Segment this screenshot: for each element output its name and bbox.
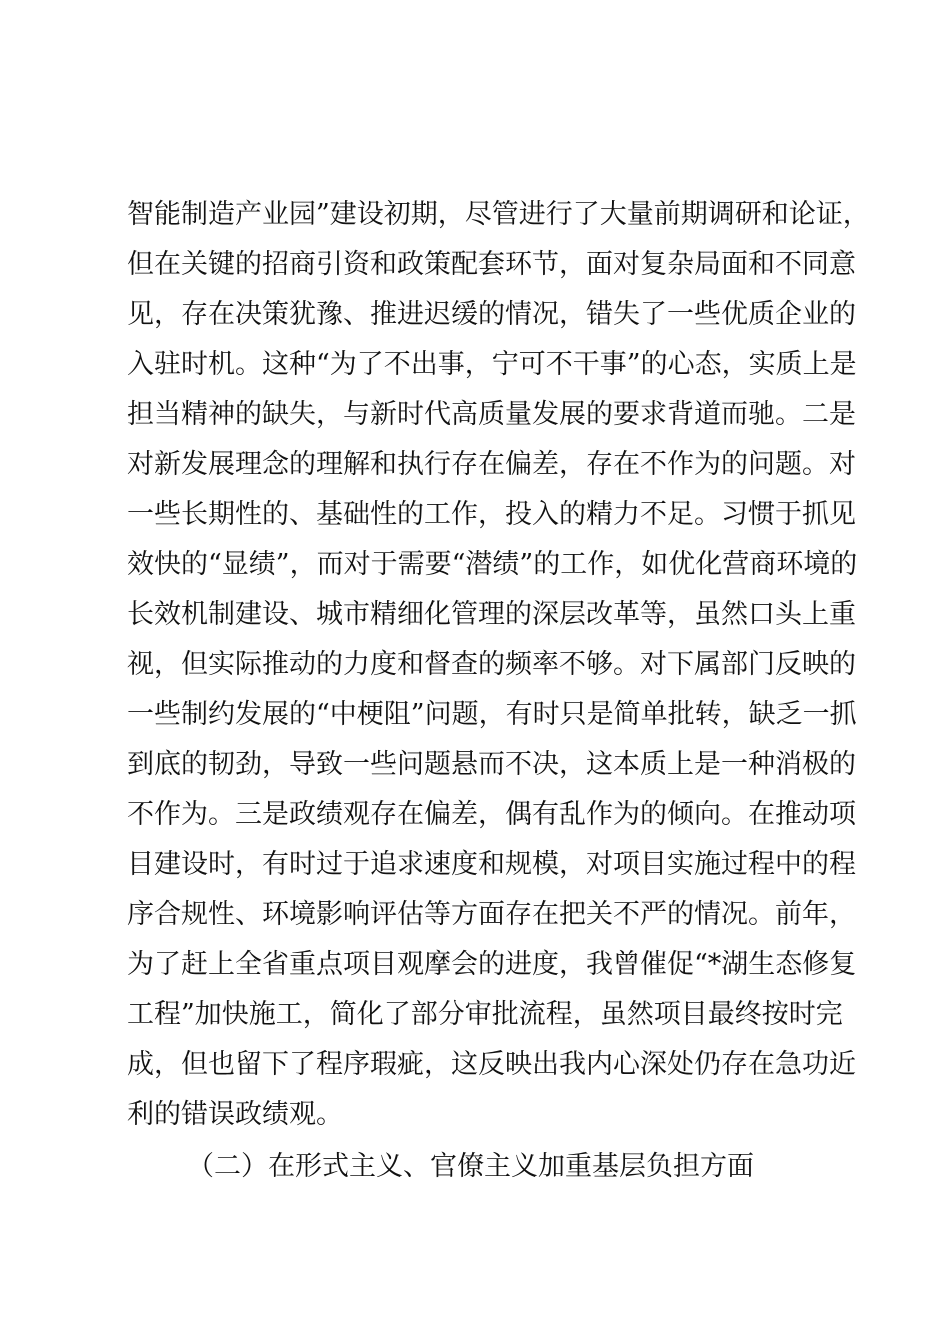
paragraph-line: 到底的韧劲，导致一些问题悬而不决，这本质上是一种消极的 (127, 749, 856, 780)
section-heading: （二）在形式主义、官僚主义加重基层负担方面 (187, 1151, 754, 1182)
paragraph-line: 一些长期性的、基础性的工作，投入的精力不足。习惯于抓见 (127, 499, 856, 530)
paragraph-line: 担当精神的缺失，与新时代高质量发展的要求背道而驰。二是 (127, 399, 856, 430)
paragraph-line: 成，但也留下了程序瑕疵，这反映出我内心深处仍存在急功近 (127, 1049, 856, 1080)
paragraph-line: 视，但实际推动的力度和督查的频率不够。对下属部门反映的 (127, 649, 856, 680)
paragraph-line: 目建设时，有时过于追求速度和规模，对项目实施过程中的程 (127, 849, 856, 880)
paragraph-line: 对新发展理念的理解和执行存在偏差，存在不作为的问题。对 (127, 449, 856, 480)
paragraph-line: 不作为。三是政绩观存在偏差，偶有乱作为的倾向。在推动项 (127, 799, 856, 830)
paragraph-line: 入驻时机。这种“为了不出事，宁可不干事”的心态，实质上是 (127, 349, 857, 380)
paragraph-line: 工程”加快施工，简化了部分审批流程，虽然项目最终按时完 (127, 999, 843, 1030)
paragraph-line: 见，存在决策犹豫、推进迟缓的情况，错失了一些优质企业的 (127, 299, 856, 330)
paragraph-line: 智能制造产业园”建设初期，尽管进行了大量前期调研和论证， (127, 199, 870, 230)
paragraph-line: 但在关键的招商引资和政策配套环节，面对复杂局面和不同意 (127, 249, 856, 280)
paragraph-line: 序合规性、环境影响评估等方面存在把关不严的情况。前年， (127, 899, 856, 930)
paragraph-line: 效快的“显绩”，而对于需要“潜绩”的工作，如优化营商环境的 (127, 549, 858, 580)
paragraph-line: 一些制约发展的“中梗阻”问题，有时只是简单批转，缺乏一抓 (127, 699, 857, 730)
paragraph-line: 为了赶上全省重点项目观摩会的进度，我曾催促“*湖生态修复 (127, 949, 857, 980)
paragraph-line: 长效机制建设、城市精细化管理的深层改革等，虽然口头上重 (127, 599, 856, 630)
body-paragraph (127, 190, 870, 1140)
paragraph-line: 利的错误政绩观。 (127, 1099, 343, 1130)
